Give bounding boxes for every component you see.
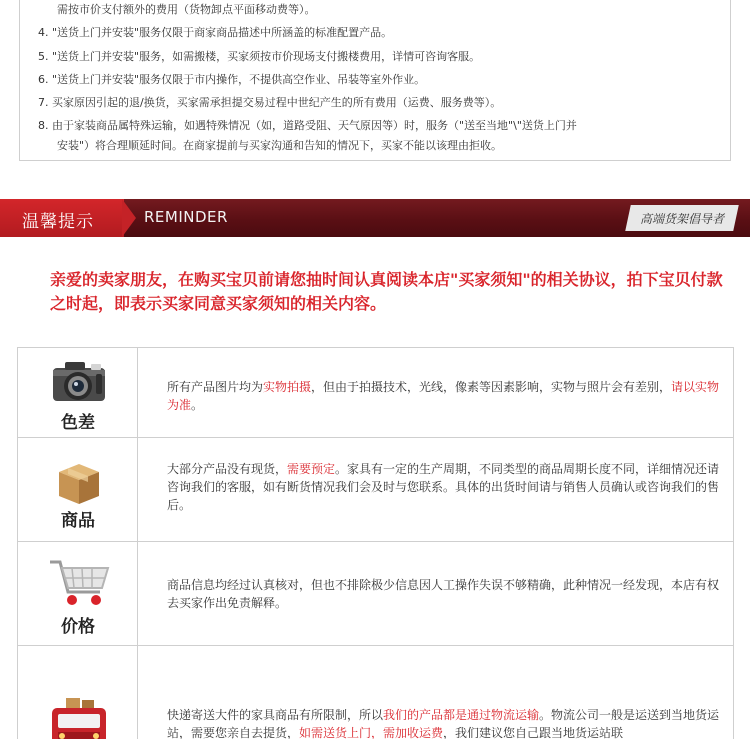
row-text-product-c: 。家具有一定的生产周期，不同类型的商品周期长度不同，详细情况还请咨询我们的客服，如有断货情况我们会及时与您联系。具体的出货时间请与销售人员确认或咨询我们的售后。: [167, 462, 720, 512]
notice-line-7: 安装"）将合理顺延时间。在商家提前与买家沟通和告知的情况下，买家不能以该理由拒收。: [57, 139, 503, 152]
row-title-color: 色差: [61, 413, 95, 433]
notice-line-4: 6. "送货上门并安装"服务仅限于市内操作，不提供高空作业、吊装等室外作业。: [38, 73, 426, 86]
notice-line-2: 4. "送货上门并安装"服务仅限于商家商品描述中所涵盖的标准配置产品。: [38, 26, 393, 39]
row-text-color: [167, 378, 727, 414]
truck-icon: [48, 696, 110, 739]
banner-arrow-icon: [122, 199, 136, 237]
row-text-product: [167, 460, 727, 514]
row-text-shipping: [167, 706, 727, 739]
row-text-color-a: 所有产品图片均为: [167, 380, 264, 394]
row-title-price: 价格: [61, 617, 95, 637]
camera-icon: [51, 358, 107, 408]
info-row-product: [18, 438, 734, 542]
banner-en-label: REMINDER: [144, 208, 228, 226]
row-text-shipping-c: 。物流公司一般是运送到当地货运站，需要您亲自去提货，: [167, 708, 720, 739]
row-text-shipping-d: 如需送货上门，需加收运费: [299, 726, 444, 739]
info-row-shipping: [18, 646, 734, 739]
banner-tag-text: 高端货架倡导者: [639, 212, 724, 226]
row-text-product-b: 需要预定: [287, 462, 336, 476]
info-row-color: [18, 348, 734, 438]
row-text-shipping-e: ，我们建议您自己跟当地货运站联: [443, 726, 624, 739]
banner-red-block: [0, 199, 124, 237]
row-title-product: 商品: [61, 511, 95, 531]
row-text-price: 商品信息均经过认真核对，但也不排除极少信息因人工操作失误不够精确，此种情况一经发现，本店有权去买家作出免责解释。: [167, 578, 720, 610]
row-text-color-e: 。: [191, 398, 204, 412]
row-text-color-d: 请以实物为准: [167, 380, 720, 412]
notice-line-1: 需按市价支付额外的费用（货物卸点平面移动费等）。: [57, 3, 316, 16]
notice-line-3: 5. "送货上门并安装"服务，如需搬楼，买家须按市价现场支付搬楼费用，详情可咨询客服。: [38, 50, 481, 63]
row-text-color-b: 实物拍摄: [263, 380, 312, 394]
info-table: [17, 347, 734, 739]
notice-line-5: 7. 买家原因引起的退/换货，买家需承担提交易过程中世纪产生的所有费用（运费、服务费等）。: [38, 96, 502, 109]
box-icon: [55, 460, 103, 510]
info-row-price: [18, 542, 734, 646]
row-text-shipping-a: 快递寄送大件的家具商品有所限制，所以: [167, 708, 384, 722]
cart-icon: [48, 556, 112, 614]
row-text-product-a: 大部分产品没有现货，: [167, 462, 288, 476]
banner-cn-label: 温馨提示: [22, 212, 94, 232]
notice-line-6: 8. 由于家装商品属特殊运输，如遇特殊情况（如，道路受阻、天气原因等）时，服务（"送至当地"\"送货上门并: [38, 119, 577, 132]
row-text-color-c: ，但由于拍摄技术，光线，像素等因素影响，实物与照片会有差别，: [311, 380, 672, 394]
row-text-shipping-b: 我们的产品都是通过物流运输: [383, 708, 540, 722]
intro-text: 亲爱的卖家朋友，在购买宝贝前请您抽时间认真阅读本店"买家须知"的相关协议，拍下宝贝付款之时起，即表示买家同意买家须知的相关内容。: [50, 270, 723, 313]
reminder-banner: [0, 199, 750, 237]
